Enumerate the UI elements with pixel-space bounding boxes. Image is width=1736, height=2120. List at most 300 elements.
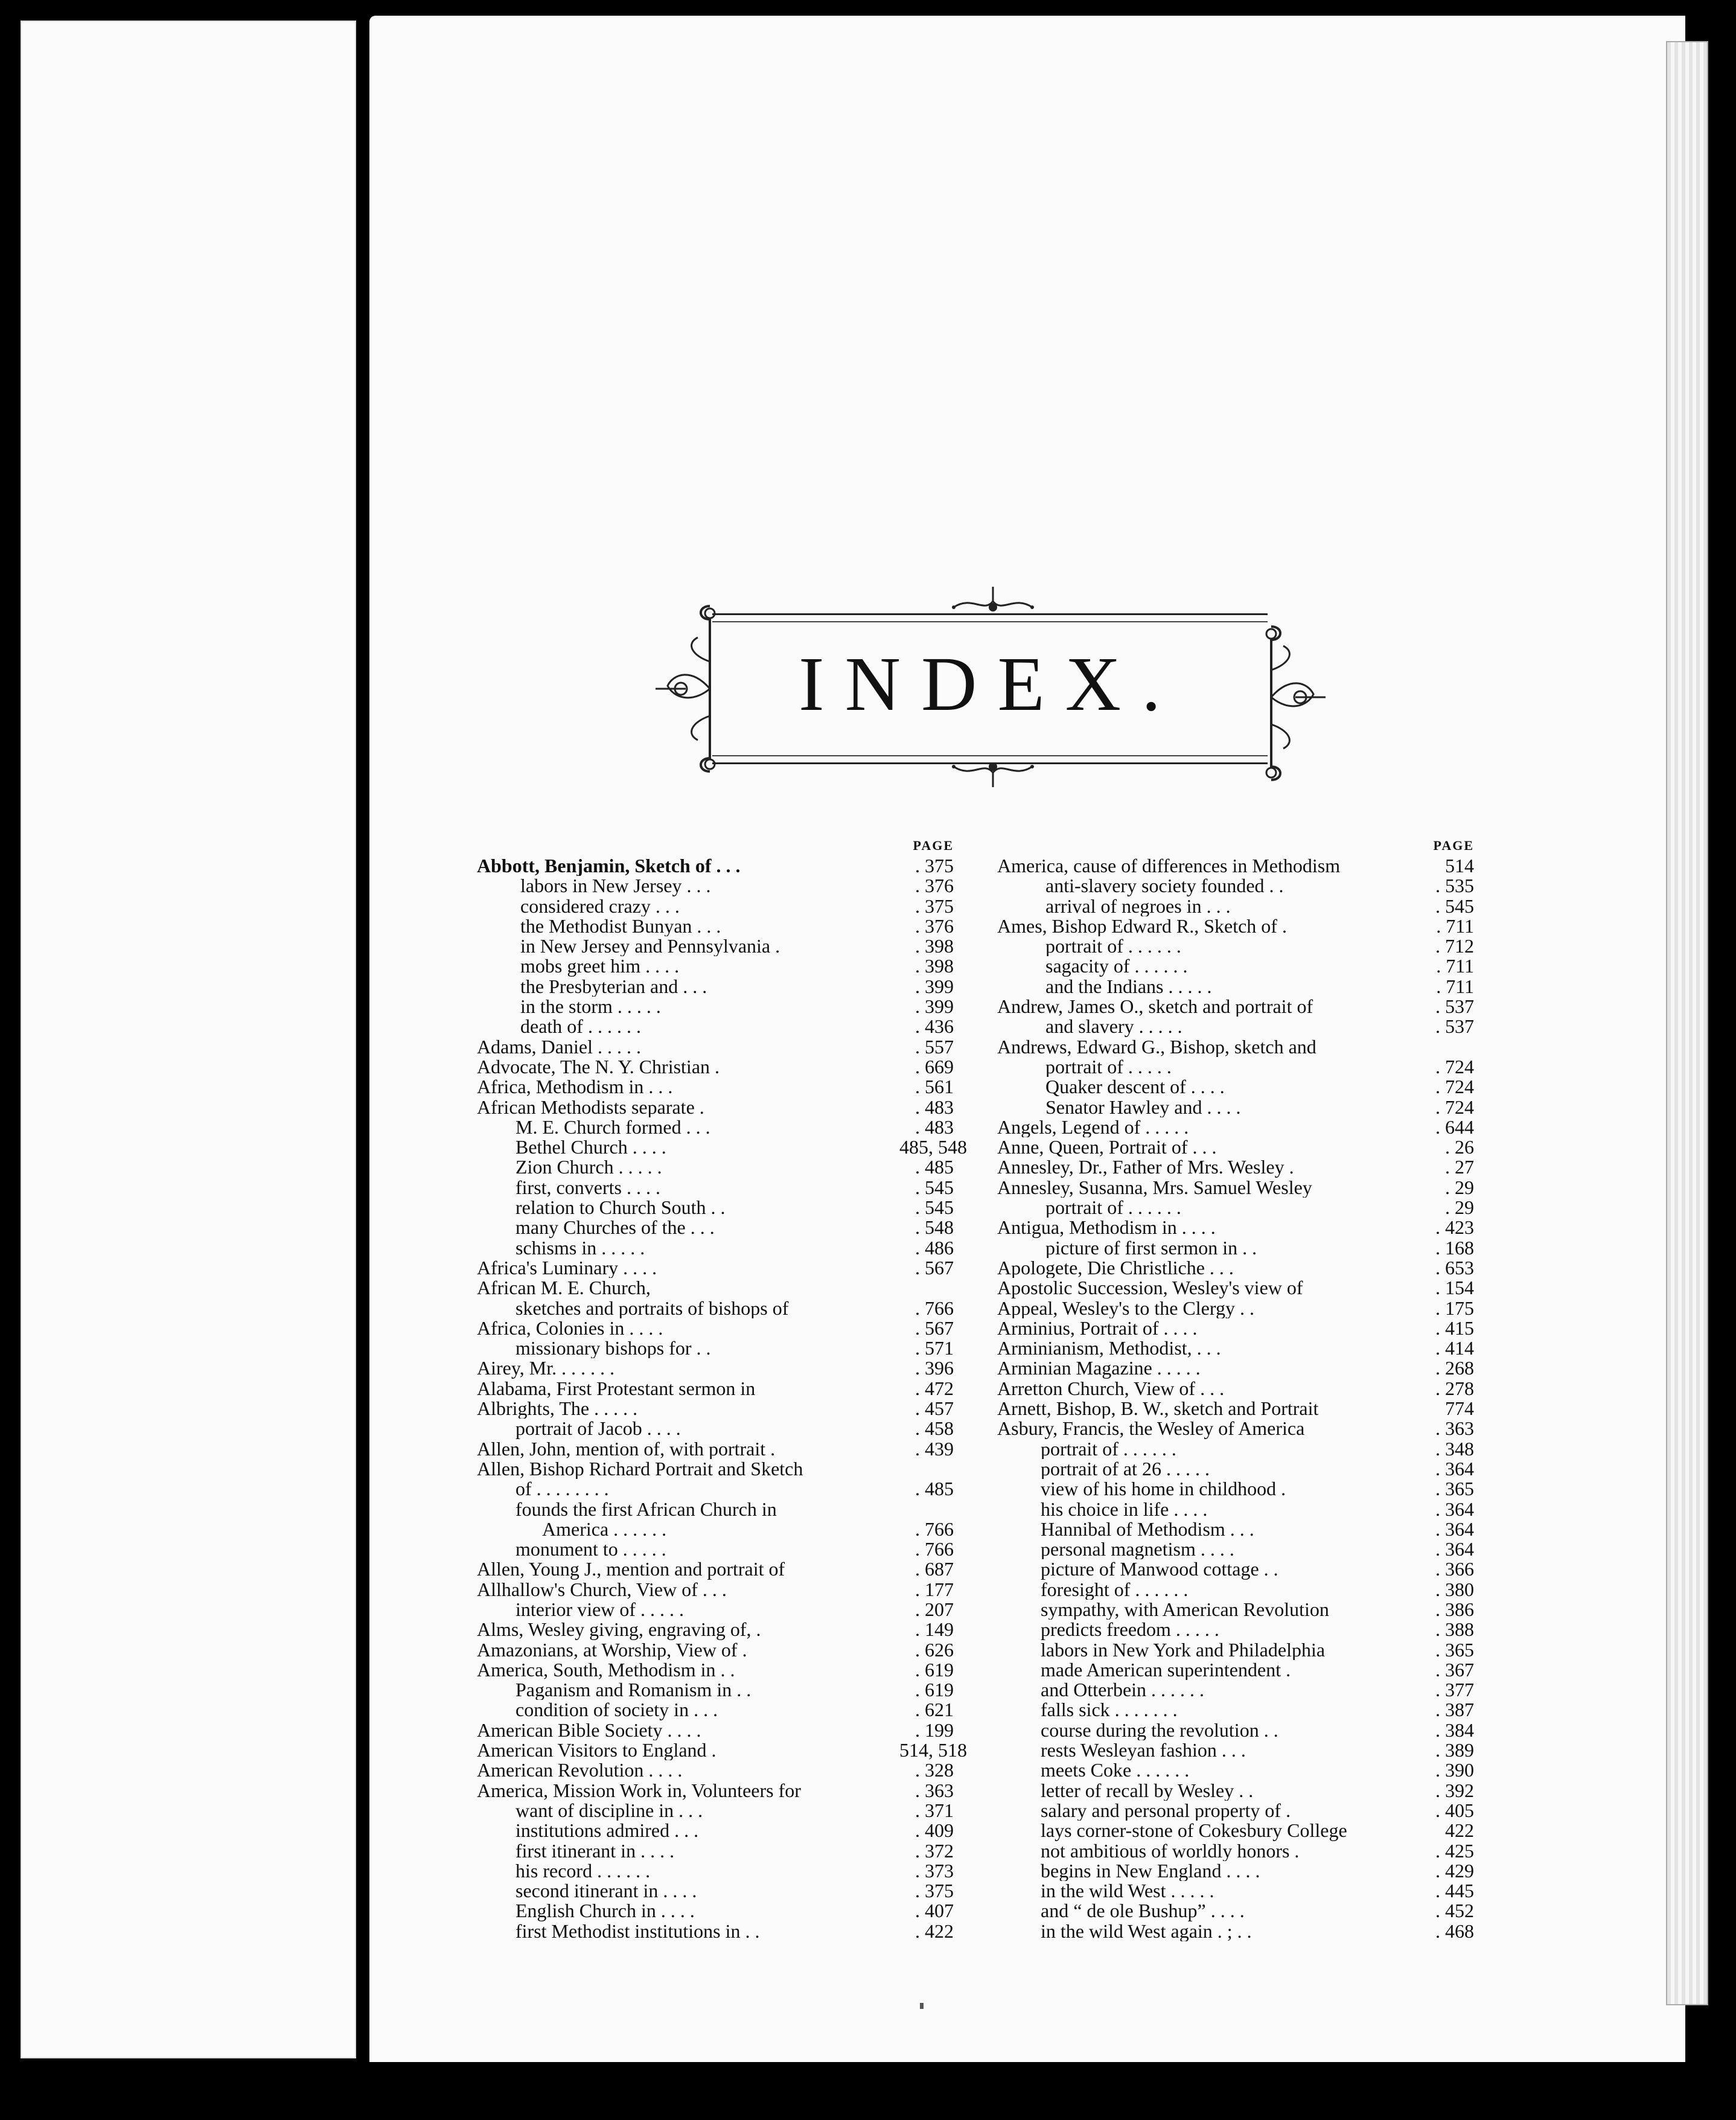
index-entry-label: portrait of . . . . . <box>1045 1056 1172 1078</box>
index-entry <box>477 1157 954 1177</box>
index-entry <box>997 1479 1474 1499</box>
index-entry <box>477 1419 954 1438</box>
index-entry-label: want of discipline in . . . <box>515 1800 703 1821</box>
index-entry <box>477 1178 954 1198</box>
index-entry-page: . 535 <box>1435 875 1474 897</box>
index-entry-page: . 376 <box>915 915 954 937</box>
index-entry-page <box>899 1459 954 1479</box>
index-entry-page: . 390 <box>1435 1759 1474 1781</box>
index-entry-label: rests Wesleyan fashion . . . <box>1041 1740 1246 1761</box>
index-entry-page: 514, 518 <box>899 1739 967 1761</box>
index-entry <box>477 1218 954 1237</box>
index-entry-label: Amazonians, at Worship, View of . <box>477 1639 747 1660</box>
index-entry <box>477 1238 954 1258</box>
index-entry-label: his record . . . . . . <box>515 1860 651 1882</box>
index-entry-page: . 626 <box>915 1638 954 1661</box>
index-entry-page: . 766 <box>915 1297 954 1319</box>
index-entry-page: . 199 <box>915 1719 954 1741</box>
index-entry-page: . 392 <box>1435 1779 1474 1801</box>
index-entry-label: Quaker descent of . . . . <box>1045 1077 1225 1097</box>
index-entry-label: Zion Church . . . . . <box>515 1157 662 1178</box>
index-entry-page: . 365 <box>1435 1638 1474 1661</box>
index-entry-label: American Bible Society . . . . <box>477 1720 701 1741</box>
index-entry-page: . 415 <box>1435 1317 1474 1339</box>
index-entry <box>477 1881 954 1901</box>
index-entry-page: 422 <box>1445 1819 1474 1842</box>
index-entry-label: founds the first African Church in <box>515 1499 777 1519</box>
index-entry <box>477 1358 954 1378</box>
index-entry-label: and slavery . . . . . <box>1045 1017 1182 1037</box>
index-entry-page: . 545 <box>1435 895 1474 917</box>
index-entry-label: portrait of . . . . . . <box>1041 1438 1176 1459</box>
index-entry-label: Airey, Mr. . . . . . . <box>477 1358 615 1379</box>
index-entry-label: Africa's Luminary . . . . <box>477 1257 657 1279</box>
index-entry <box>477 1720 954 1740</box>
index-entry <box>477 997 954 1017</box>
index-entry-label: labors in New York and Philadelphia <box>1041 1639 1326 1660</box>
index-entry-page: . 545 <box>915 1176 954 1198</box>
index-entry-page: . 168 <box>1435 1236 1474 1259</box>
index-entry-label: first, converts . . . . <box>515 1177 660 1198</box>
index-entry-label: salary and personal property of . <box>1041 1800 1291 1821</box>
index-entry-page: . 371 <box>915 1799 954 1821</box>
index-entry-page: . 567 <box>915 1256 954 1279</box>
index-entry-page: . 537 <box>1435 1015 1474 1038</box>
index-entry <box>477 1921 954 1941</box>
index-entry-page: . 364 <box>1435 1457 1474 1480</box>
index-entry <box>997 1057 1474 1077</box>
index-entry-label: interior view of . . . . . <box>515 1599 685 1620</box>
index-entry-label: lays corner-stone of Cokesbury College <box>1041 1821 1347 1841</box>
index-entry <box>997 1821 1474 1841</box>
index-entry <box>477 1117 954 1137</box>
index-entry-label: many Churches of the . . . <box>515 1218 715 1238</box>
index-entry-page: . 425 <box>1435 1839 1474 1862</box>
index-entry-page: . 423 <box>1435 1216 1474 1239</box>
index-entry-label: Anne, Queen, Portrait of . . . <box>997 1137 1217 1158</box>
index-entry <box>477 1198 954 1218</box>
index-entry <box>997 1338 1474 1358</box>
index-entry <box>477 1439 954 1459</box>
page-mark <box>920 2003 924 2009</box>
index-entry-label: Allen, Bishop Richard Portrait and Sketch <box>477 1458 803 1480</box>
index-entry <box>477 1760 954 1780</box>
index-entry-page: . 375 <box>915 855 954 876</box>
index-entry <box>997 1801 1474 1821</box>
index-entry-page: . 328 <box>915 1759 954 1781</box>
index-entry <box>477 1861 954 1881</box>
index-entry-page: 774 <box>1445 1397 1474 1420</box>
index-entry-page: . 388 <box>1435 1618 1474 1641</box>
index-entry-page: . 711 <box>1436 955 1474 977</box>
index-entry-label: Antigua, Methodism in . . . . <box>997 1218 1216 1238</box>
index-entry <box>997 1178 1474 1198</box>
index-entry-page: . 619 <box>915 1679 954 1701</box>
index-entry <box>997 1539 1474 1559</box>
page-column-header: PAGE <box>913 838 954 853</box>
index-entry <box>997 1881 1474 1901</box>
index-entry <box>997 936 1474 956</box>
index-entry <box>477 1318 954 1338</box>
index-entry-label: Paganism and Romanism in . . <box>515 1680 752 1700</box>
index-entry-label: America, cause of differences in Methodism <box>997 856 1341 876</box>
index-entry-label: relation to Church South . . <box>515 1198 726 1218</box>
index-entry-page: . 380 <box>1435 1578 1474 1600</box>
index-entry-page: . 483 <box>915 1116 954 1138</box>
index-entry-label: of . . . . . . . . <box>515 1479 609 1499</box>
index-entry-page: . 644 <box>1435 1116 1474 1138</box>
index-entry-page: . 175 <box>1435 1297 1474 1319</box>
index-entry-page: . 548 <box>915 1216 954 1239</box>
index-entry-page: . 154 <box>1435 1277 1474 1299</box>
index-entry <box>477 1278 954 1298</box>
index-entry-label: Alabama, First Protestant sermon in <box>477 1378 756 1399</box>
index-entry-page: . 387 <box>1435 1699 1474 1721</box>
index-entry-list <box>997 856 1474 1941</box>
index-entry <box>997 876 1474 896</box>
index-entry-label: Bethel Church . . . . <box>515 1137 666 1158</box>
index-entry <box>997 1218 1474 1237</box>
index-entry-label: Africa, Colonies in . . . . <box>477 1318 663 1339</box>
index-entry-label: mobs greet him . . . . <box>520 956 680 977</box>
index-entry <box>477 1739 967 1761</box>
index-entry <box>477 977 954 997</box>
page-edge <box>1666 41 1708 2005</box>
index-entry-page: . 766 <box>915 1538 954 1560</box>
index-entry-label: death of . . . . . . <box>520 1017 641 1037</box>
index-entry-label: Africa, Methodism in . . . <box>477 1077 673 1097</box>
index-entry-page: . 687 <box>915 1558 954 1580</box>
index-entry <box>477 856 954 876</box>
index-entry-page: . 724 <box>1435 1076 1474 1098</box>
index-entry <box>997 1017 1474 1036</box>
index-entry <box>997 1720 1474 1740</box>
index-entry-page: . 452 <box>1435 1900 1474 1922</box>
index-entry-label: Arminian Magazine . . . . . <box>997 1358 1201 1379</box>
index-entry-label: anti-slavery society founded . . <box>1045 876 1284 896</box>
index-entry-label: African Methodists separate . <box>477 1097 704 1117</box>
index-entry-label: Annesley, Dr., Father of Mrs. Wesley . <box>997 1157 1294 1178</box>
index-entry-page: . 373 <box>915 1859 954 1882</box>
index-entry <box>477 1539 954 1559</box>
index-entry-page: . 619 <box>915 1658 954 1681</box>
index-entry <box>477 1660 954 1680</box>
index-entry <box>477 956 954 976</box>
index-entry <box>477 1640 954 1660</box>
index-entry-label: second itinerant in . . . . <box>515 1881 697 1901</box>
index-entry-page: . 364 <box>1435 1498 1474 1520</box>
index-entry-label: considered crazy . . . <box>520 896 680 916</box>
index-entry-page: . 407 <box>915 1900 954 1922</box>
index-entry-label: American Visitors to England . <box>477 1740 716 1761</box>
index-entry <box>477 1580 954 1600</box>
index-entry-label: sympathy, with American Revolution <box>1041 1599 1329 1620</box>
index-entry-page: . 386 <box>1435 1598 1474 1620</box>
index-entry-page: . 376 <box>915 875 954 897</box>
index-entry-list <box>477 855 967 1942</box>
index-entry-page: . 363 <box>1435 1417 1474 1440</box>
index-entry-label: letter of recall by Wesley . . <box>1041 1780 1254 1801</box>
index-entry-page: . 26 <box>1445 1136 1474 1158</box>
index-entry-page: . 766 <box>915 1518 954 1540</box>
index-entry-page: . 468 <box>1435 1920 1474 1942</box>
index-entry-page: . 669 <box>915 1055 954 1078</box>
index-entry <box>477 1136 967 1158</box>
index-entry-label: Alms, Wesley giving, engraving of, . <box>477 1620 761 1640</box>
index-entry-page: . 398 <box>915 955 954 977</box>
index-entry-label: American Revolution . . . . <box>477 1760 683 1781</box>
index-entry-label: English Church in . . . . <box>515 1901 695 1921</box>
index-entry-page: . 486 <box>915 1236 954 1259</box>
index-entry-page: . 27 <box>1445 1156 1474 1178</box>
index-entry <box>997 1640 1474 1660</box>
index-entry-page: . 375 <box>915 895 954 917</box>
index-entry <box>997 977 1474 997</box>
index-entry <box>997 956 1474 976</box>
index-entry-label: Ames, Bishop Edward R., Sketch of . <box>997 916 1287 937</box>
index-entry-page: . 653 <box>1435 1256 1474 1279</box>
index-entry <box>997 856 1474 876</box>
index-entry <box>477 1499 954 1519</box>
index-entry <box>997 1318 1474 1338</box>
index-entry-page: . 399 <box>915 995 954 1018</box>
index-entry-page: . 366 <box>1435 1558 1474 1580</box>
index-entry-page: . 409 <box>915 1819 954 1842</box>
index-entry-label: African M. E. Church, <box>477 1278 651 1298</box>
index-entry-page: . 724 <box>1435 1055 1474 1078</box>
index-entry-page: . 439 <box>915 1437 954 1460</box>
index-entry-label: his choice in life . . . . <box>1041 1499 1208 1519</box>
page-title: INDEX. <box>798 641 1182 727</box>
index-entry-page: . 375 <box>915 1880 954 1902</box>
index-entry-label: portrait of . . . . . . <box>1045 1198 1181 1218</box>
index-entry <box>997 1238 1474 1258</box>
index-entry <box>997 1439 1474 1459</box>
index-entry-page: . 711 <box>1436 975 1474 997</box>
index-entry <box>477 1519 954 1539</box>
index-entry-label: condition of society in . . . <box>515 1700 718 1720</box>
index-entry-label: foresight of . . . . . . <box>1041 1579 1189 1600</box>
index-entry <box>997 1781 1474 1801</box>
index-entry <box>477 1901 954 1921</box>
index-entry-page: . 571 <box>915 1337 954 1359</box>
index-entry <box>477 1620 954 1639</box>
index-entry-label: Angels, Legend of . . . . . <box>997 1117 1189 1138</box>
index-entry <box>997 1117 1474 1137</box>
index-entry <box>477 1559 954 1579</box>
index-entry-label: portrait of . . . . . . <box>1045 936 1181 957</box>
index-entry-page: . 414 <box>1435 1337 1474 1359</box>
index-entry <box>997 1499 1474 1519</box>
index-entry-label: institutions admired . . . <box>515 1821 699 1841</box>
index-entry <box>997 1620 1474 1639</box>
index-entry-page: . 561 <box>915 1076 954 1098</box>
index-entry-label: Hannibal of Methodism . . . <box>1041 1519 1254 1540</box>
index-entry <box>997 1680 1474 1700</box>
index-entry <box>477 1037 954 1057</box>
index-entry-page: . 384 <box>1435 1719 1474 1741</box>
index-entry-label: made American superintendent . <box>1041 1659 1291 1681</box>
index-entry-page: . 422 <box>915 1920 954 1942</box>
index-entry-label: America, South, Methodism in . . <box>477 1659 735 1681</box>
index-entry-label: Asbury, Francis, the Wesley of America <box>997 1419 1305 1439</box>
index-entry <box>477 1781 954 1801</box>
index-entry-page: . 377 <box>1435 1679 1474 1701</box>
index-entry-label: Andrew, James O., sketch and portrait of <box>997 997 1313 1017</box>
index-entry <box>997 1841 1474 1861</box>
index-entry-label: Arretton Church, View of . . . <box>997 1378 1225 1399</box>
index-entry-label: Adams, Daniel . . . . . <box>477 1036 641 1057</box>
index-entry-page: . 389 <box>1435 1739 1474 1761</box>
index-entry-label: and Otterbein . . . . . . <box>1041 1680 1205 1700</box>
index-entry-page: . 485 <box>915 1156 954 1178</box>
index-entry <box>477 1399 954 1419</box>
index-entry-label: personal magnetism . . . . <box>1041 1539 1234 1560</box>
index-entry <box>997 1700 1474 1720</box>
index-entry-page: . 398 <box>915 935 954 957</box>
page-column-header: PAGE <box>1433 838 1474 853</box>
index-entry-label: falls sick . . . . . . . <box>1041 1700 1178 1720</box>
left-page <box>21 21 356 2058</box>
index-entry-label: in the wild West again . ; . . <box>1041 1921 1252 1942</box>
index-entry-label: begins in New England . . . . <box>1041 1860 1260 1882</box>
index-entry-label: portrait of at 26 . . . . . <box>1041 1458 1210 1480</box>
index-entry-label: Advocate, The N. Y. Christian . <box>477 1056 720 1078</box>
index-entry-page: . 537 <box>1435 995 1474 1018</box>
index-entry <box>997 1580 1474 1600</box>
index-entry-page: . 711 <box>1436 915 1474 937</box>
index-entry <box>477 1821 954 1841</box>
index-entry-page: . 29 <box>1445 1196 1474 1219</box>
index-entry-label: first Methodist institutions in . . <box>515 1921 760 1942</box>
index-entry-page: 514 <box>1445 855 1474 876</box>
index-entry-page: . 483 <box>915 1096 954 1118</box>
index-entry-page: . 29 <box>1445 1176 1474 1198</box>
index-entry-page: . 472 <box>915 1377 954 1399</box>
index-entry <box>997 1157 1474 1177</box>
index-entry-label: the Methodist Bunyan . . . <box>520 916 721 937</box>
index-entry-label: Arminius, Portrait of . . . . <box>997 1318 1198 1339</box>
index-entry-page: . 436 <box>915 1015 954 1038</box>
index-entry <box>477 1057 954 1077</box>
index-entry <box>477 1479 954 1499</box>
index-entry <box>477 1680 954 1700</box>
index-entry-label: America, Mission Work in, Volunteers for <box>477 1780 801 1801</box>
index-entry-page: . 348 <box>1435 1437 1474 1460</box>
index-entry-label: Apostolic Succession, Wesley's view of <box>997 1278 1303 1298</box>
index-entry-page: . 545 <box>915 1196 954 1219</box>
index-entry <box>997 1861 1474 1881</box>
index-entry-page: . 207 <box>915 1598 954 1620</box>
index-entry-page: . 367 <box>1435 1658 1474 1681</box>
index-entry-page: . 405 <box>1435 1799 1474 1821</box>
index-entry-label: Apologete, Die Christliche . . . <box>997 1257 1234 1279</box>
index-entry <box>997 1419 1474 1438</box>
index-entry-page: . 429 <box>1435 1859 1474 1882</box>
index-entry-page: . 557 <box>915 1035 954 1058</box>
index-entry-label: and the Indians . . . . . <box>1045 976 1212 997</box>
index-entry-label: not ambitious of worldly honors . <box>1041 1841 1300 1861</box>
index-entry-page: . 363 <box>915 1779 954 1801</box>
index-entry <box>997 896 1474 916</box>
index-entry <box>997 1399 1474 1419</box>
index-entry-label: America . . . . . . <box>542 1519 667 1540</box>
index-entry <box>477 1801 954 1821</box>
index-entry-label: in the storm . . . . . <box>520 997 661 1017</box>
index-entry <box>997 1278 1474 1298</box>
index-entry-page: . 177 <box>915 1578 954 1600</box>
index-entry <box>997 997 1474 1017</box>
index-entry-label: meets Coke . . . . . . <box>1041 1760 1190 1781</box>
index-entry <box>997 1459 1474 1479</box>
index-entry <box>477 1097 954 1117</box>
index-entry <box>477 1379 954 1399</box>
index-entry-page: . 712 <box>1435 935 1474 957</box>
index-entry <box>997 1258 1474 1278</box>
index-entry <box>477 1338 954 1358</box>
index-entry-label: picture of Manwood cottage . . <box>1041 1559 1278 1580</box>
index-entry-label: and “ de ole Bushup” . . . . <box>1041 1901 1245 1921</box>
index-entry-page <box>1420 1037 1474 1057</box>
index-entry-label: view of his home in childhood . <box>1041 1479 1286 1499</box>
index-entry <box>477 916 954 936</box>
index-entry-label: course during the revolution . . <box>1041 1720 1278 1741</box>
index-entry-page: . 445 <box>1435 1880 1474 1902</box>
index-entry-page: . 396 <box>915 1357 954 1379</box>
index-entry <box>997 1901 1474 1921</box>
index-entry <box>997 1519 1474 1539</box>
index-entry-page: . 621 <box>915 1699 954 1721</box>
index-entry-page: . 278 <box>1435 1377 1474 1399</box>
index-entry-label: portrait of Jacob . . . . <box>515 1419 681 1439</box>
index-entry-page <box>899 1278 954 1298</box>
index-entry-label: the Presbyterian and . . . <box>520 976 707 997</box>
index-entry-page: 485, 548 <box>899 1136 967 1158</box>
index-entry-page: . 364 <box>1435 1538 1474 1560</box>
index-entry-page: . 458 <box>915 1417 954 1440</box>
index-entry-label: predicts freedom . . . . . <box>1041 1620 1219 1640</box>
index-entry-page: . 364 <box>1435 1518 1474 1540</box>
index-entry-label: Arminianism, Methodist, . . . <box>997 1338 1221 1359</box>
index-entry-label: arrival of negroes in . . . <box>1045 896 1231 916</box>
index-entry <box>477 1258 954 1278</box>
index-entry-page: . 268 <box>1435 1357 1474 1379</box>
index-entry <box>477 936 954 956</box>
index-entry-label: Appeal, Wesley's to the Clergy . . <box>997 1298 1254 1318</box>
index-entry-page: . 567 <box>915 1317 954 1339</box>
index-entry-page: . 724 <box>1435 1096 1474 1118</box>
index-entry <box>997 916 1474 936</box>
index-entry <box>477 876 954 896</box>
index-entry <box>997 1137 1474 1157</box>
index-entry-label: Annesley, Susanna, Mrs. Samuel Wesley <box>997 1177 1312 1198</box>
index-entry-label: Andrews, Edward G., Bishop, sketch and <box>997 1036 1316 1057</box>
index-entry <box>997 1600 1474 1620</box>
index-entry <box>477 896 954 916</box>
index-entry-label: schisms in . . . . . <box>515 1237 645 1258</box>
index-entry-label: Allhallow's Church, View of . . . <box>477 1579 727 1600</box>
index-entry <box>477 1017 954 1036</box>
index-entry-page: . 372 <box>915 1839 954 1862</box>
index-entry-page: . 485 <box>915 1478 954 1500</box>
index-entry-label: Albrights, The . . . . . <box>477 1399 638 1419</box>
index-entry <box>477 1298 954 1318</box>
index-entry <box>477 1077 954 1097</box>
index-column-right <box>997 835 1474 1941</box>
index-entry-label: Allen, Young J., mention and portrait of <box>477 1559 785 1580</box>
index-entry-label: M. E. Church formed . . . <box>515 1117 710 1138</box>
index-entry-label: sketches and portraits of bishops of <box>515 1298 789 1318</box>
